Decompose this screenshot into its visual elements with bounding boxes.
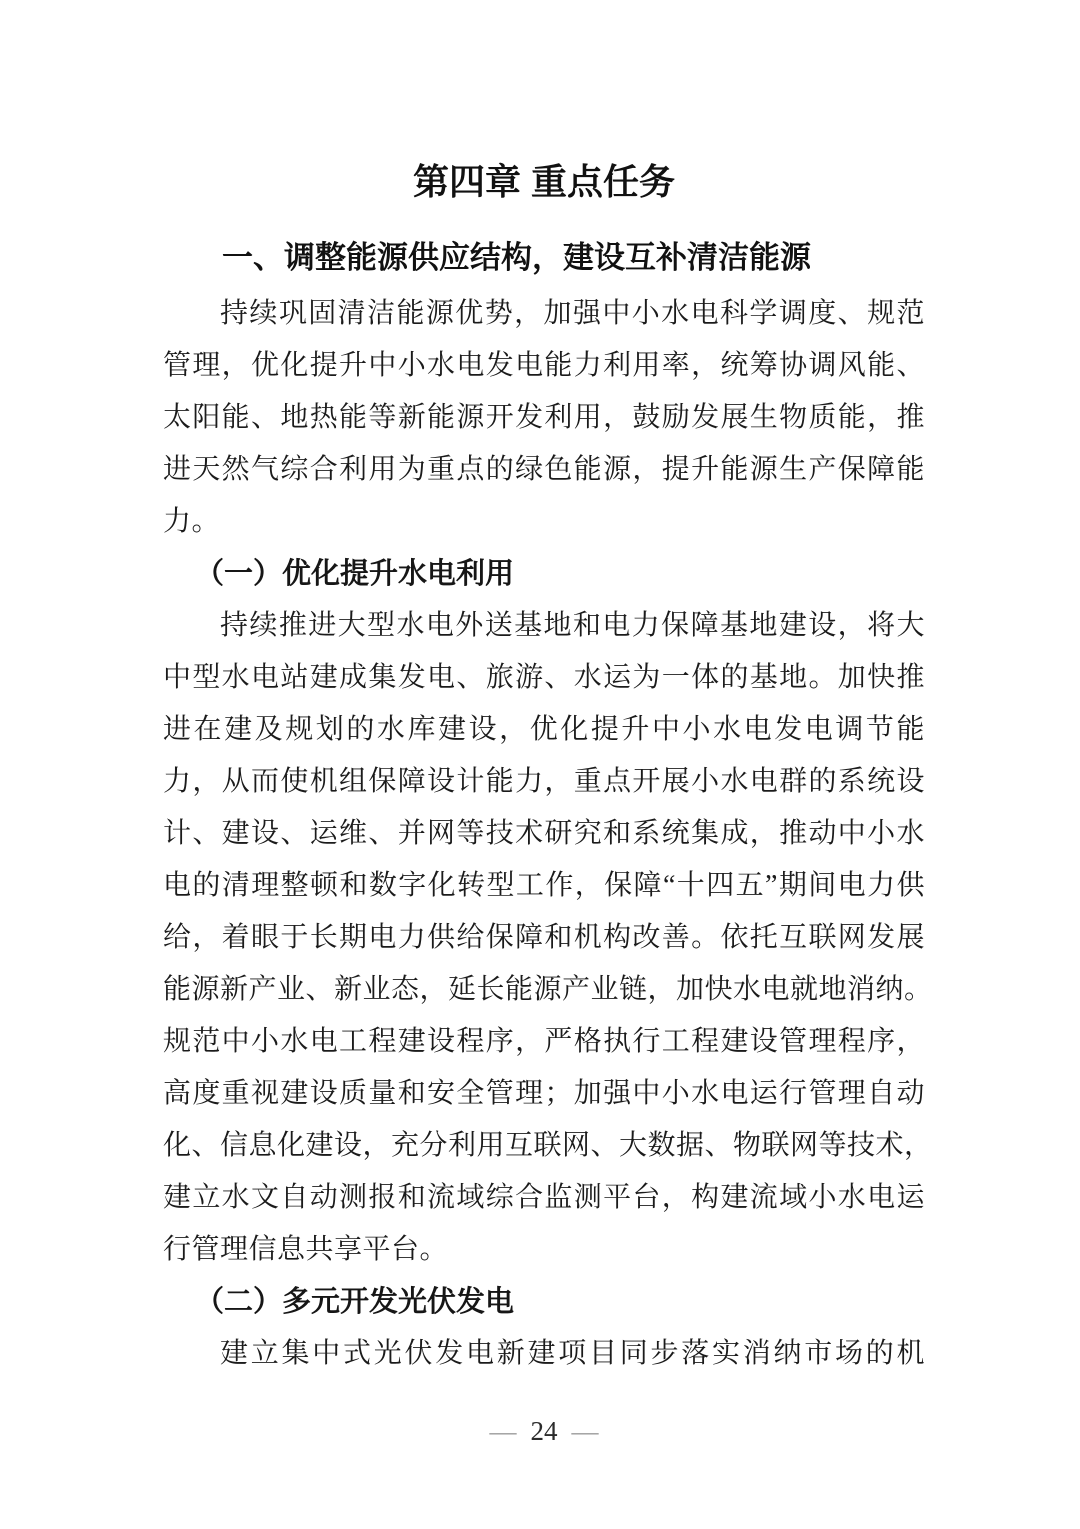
body-line: 中型水电站建成集发电、旅游、水运为一体的基地。加快推 — [163, 662, 925, 693]
footer-dash-right: — — [571, 1416, 599, 1446]
document-body — [163, 288, 933, 1380]
body-line: 力。 — [163, 506, 221, 537]
body-line: 力，从而使机组保障设计能力，重点开展小水电群的系统设 — [163, 766, 925, 797]
body-line: 行管理信息共享平台。 — [163, 1234, 449, 1265]
footer-dash-left: — — [489, 1416, 517, 1446]
body-line: 能源新产业、新业态，延长能源产业链，加快水电就地消纳。 — [163, 974, 933, 1005]
body-line: 化、信息化建设，充分利用互联网、大数据、物联网等技术， — [163, 1130, 933, 1161]
body-line: 太阳能、地热能等新能源开发利用，鼓励发展生物质能，推 — [163, 402, 925, 433]
body-line: 规范中小水电工程建设程序，严格执行工程建设管理程序， — [163, 1026, 925, 1057]
body-line: 管理，优化提升中小水电发电能力利用率，统筹协调风能、 — [163, 350, 925, 381]
page-number: 24 — [530, 1416, 558, 1446]
body-line: 进在建及规划的水库建设，优化提升中小水电发电调节能 — [163, 714, 925, 745]
subsection-heading-1: （一）优化提升水电利用 — [195, 558, 515, 590]
body-line: 持续推进大型水电外送基地和电力保障基地建设，将大 — [220, 610, 925, 641]
body-line: 给，着眼于长期电力供给保障和机构改善。依托互联网发展 — [163, 922, 925, 953]
body-line: 电的清理整顿和数字化转型工作，保障“十四五”期间电力供 — [163, 870, 925, 901]
page-footer — [163, 1414, 925, 1448]
body-line: 进天然气综合利用为重点的绿色能源，提升能源生产保障能 — [163, 454, 925, 485]
section-heading: 一、调整能源供应结构，建设互补清洁能源 — [222, 240, 811, 275]
body-line: 建立水文自动测报和流域综合监测平台，构建流域小水电运 — [163, 1182, 925, 1213]
body-line: 建立集中式光伏发电新建项目同步落实消纳市场的机 — [220, 1338, 925, 1369]
subsection-heading-2: （二）多元开发光伏发电 — [195, 1286, 515, 1318]
body-line: 计、建设、运维、并网等技术研究和系统集成，推动中小水 — [163, 818, 925, 849]
chapter-title: 第四章 重点任务 — [412, 161, 675, 202]
body-line: 持续巩固清洁能源优势，加强中小水电科学调度、规范 — [220, 298, 925, 329]
body-line: 高度重视建设质量和安全管理；加强中小水电运行管理自动 — [163, 1078, 925, 1109]
